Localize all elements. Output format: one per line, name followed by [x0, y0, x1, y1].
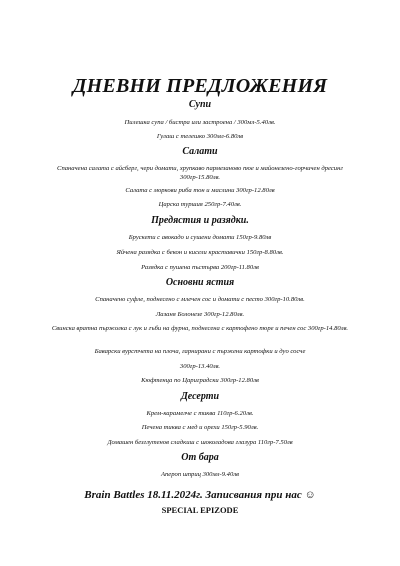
section-heading-soups: Супи	[188, 99, 212, 110]
menu-item: Спаначено суфле, поднесено с млечен сос и домати с песто 300гр-10.80лв.	[95, 296, 305, 303]
menu-item: Брускети с авокадо и сушени домати 150гр-9.80лв	[128, 234, 272, 241]
menu-item: Спаначена салата с айсберг, чери домати, хрупкаво пармезаново пюе и майонезено-горчичен дресинг 300гр-15.80лв.	[57, 165, 343, 181]
menu-item: Яйчена разядка с бекон и кисели краставички 150гр-8.80лв.	[116, 249, 284, 256]
section-heading-desserts: Десерти	[180, 391, 220, 402]
section-heading-bar: От бара	[181, 452, 219, 463]
menu-item: 300гр-13.40лв.	[179, 363, 221, 370]
menu-item: Баварски вурстчета на плоча, гарнирани с пържени картофки и дуо сосче	[94, 348, 306, 355]
menu-item: Печена тиква с мед и орехи 150гр-5.90лв.	[141, 424, 259, 431]
section-heading-mains: Основни ястия	[165, 277, 235, 288]
section-heading-salads: Салати	[182, 146, 218, 157]
event-subtitle: SPECIAL EPIZODE	[161, 505, 239, 515]
section-heading-starters: Предястия и разядки.	[151, 215, 249, 226]
menu-item: Апероп шприц 300мл-9.40лв	[160, 471, 240, 478]
menu-item: Крем-карамелче с тиква 110гр-6.20лв.	[146, 410, 254, 417]
menu-item: Свинска вратна пържолка с лук и гъби на фурна, поднесена с картофено пюре и печен сос 300гр-14.80лв.	[51, 325, 349, 332]
menu-item: Кюфтенца по Цариградски 300гр-12.80лв	[141, 377, 259, 384]
event-announcement: Brain Battles 18.11.2024г. Записвания при нас ☺	[84, 489, 316, 501]
menu-item: Лазаня Болонезе 300гр-12.80лв.	[155, 311, 245, 318]
menu-item: Домашен безглутенов сладкиш с шоколадова глазура 110гр-7.50лв	[107, 439, 293, 446]
page-title: ДНЕВНИ ПРЕДЛОЖЕНИЯ	[72, 75, 328, 97]
menu-item: Салата с моркови риба тон и маслини 300гр-12.80лв	[125, 187, 275, 194]
menu-item: Гулаш с телешко 300мл-6.80лв	[156, 133, 244, 140]
menu-item: Пилешка супа / бистра или застроена / 300мл-5.40лв.	[124, 119, 276, 126]
menu-item: Разядка с пушена пъстърва 200гр-11.80лв	[141, 264, 259, 271]
menu-item: Царска туршия 250гр-7.40лв.	[158, 201, 242, 208]
